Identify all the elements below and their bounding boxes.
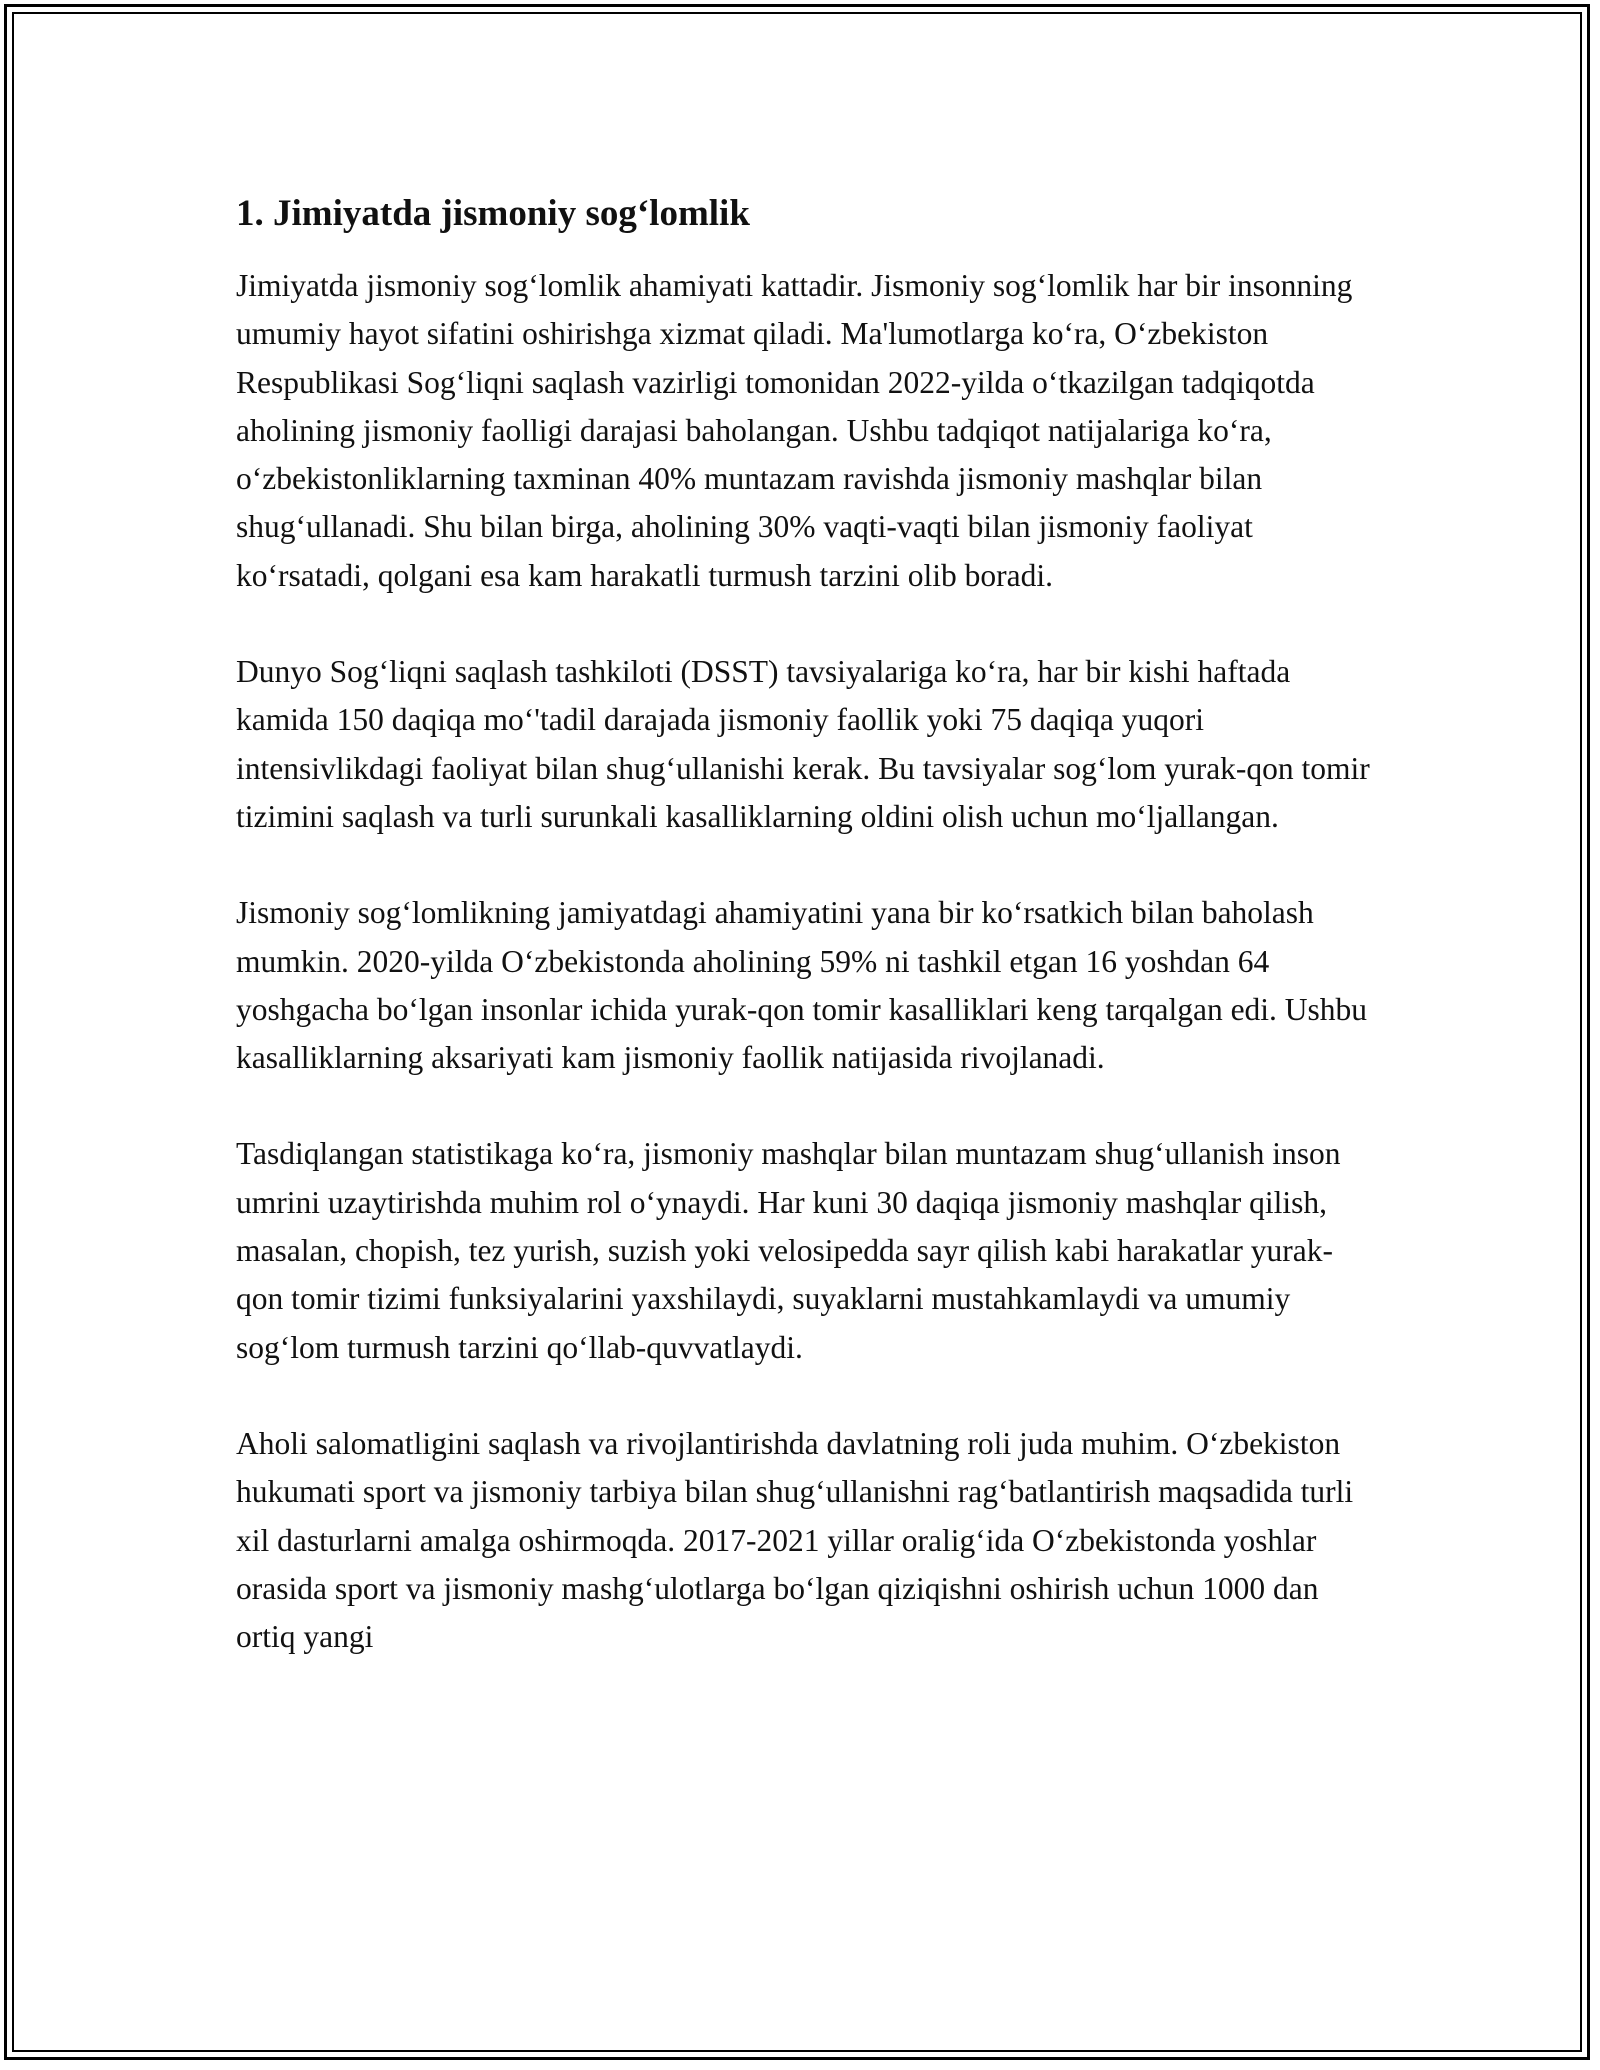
paragraph-2: Dunyo Sog‘liqni saqlash tashkiloti (DSST) tavsiyalariga ko‘ra, har bir kishi haftada kamida 150 daqiqa mo‘'tadil darajada jismoniy faollik yoki 75 daqiqa yuqori intensivlikdagi faoliyat bilan shug‘ullanishi kerak. Bu tavsiyalar sog‘lom yurak-qon tomir tizimini saqlash va turli surunkali kasalliklarning oldini olish uchun mo‘ljallangan. (236, 654, 1370, 834)
paragraph-4: Tasdiqlangan statistikaga ko‘ra, jismoniy mashqlar bilan muntazam shug‘ullanish inson umrini uzaytirishda muhim rol o‘ynaydi. Har kuni 30 daqiqa jismoniy mashqlar qilish, masalan, chopish, tez yurish, suzish yoki velosipedda sayr qilish kabi harakatlar yurak-qon tomir tizimi funksiyalarini yaxshilaydi, suyaklarni mustahkamlaydi va umumiy sog‘lom turmush tarzini qo‘llab-quvvatlaydi. (236, 1136, 1341, 1365)
paragraph-3: Jismoniy sog‘lomlikning jamiyatdagi ahamiyatini yana bir ko‘rsatkich bilan baholash mumkin. 2020-yilda O‘zbekistonda aholining 59% ni tashkil etgan 16 yoshdan 64 yoshgacha bo‘lgan insonlar ichida yurak-qon tomir kasalliklari keng tarqalgan edi. Ushbu kasalliklarning aksariyati kam jismoniy faollik natijasida rivojlanadi. (236, 895, 1368, 1076)
paragraph-1: Jimiyatda jismoniy sog‘lomlik ahamiyati kattadir. Jismoniy sog‘lomlik har bir insonning umumiy hayot sifatini oshirishga xizmat qiladi. Ma'lumotlarga ko‘ra, O‘zbekiston Respublikasi Sog‘liqni saqlash vazirligi tomonidan 2022-yilda o‘tkazilgan tadqiqotda aholining jismoniy faolligi darajasi baholangan. Ushbu tadqiqot natijalariga ko‘ra, o‘zbekistonliklarning taxminan 40% muntazam ravishda jismoniy mashqlar bilan shug‘ullanadi. Shu bilan birga, aholining 30% vaqti-vaqti bilan jismoniy faoliyat ko‘rsatadi, qolgani esa kam harakatli turmush tarzini olib boradi. (236, 268, 1353, 593)
paragraph-5: Aholi salomatligini saqlash va rivojlantirishda davlatning roli juda muhim. O‘zbekiston hukumati sport va jismoniy tarbiya bilan shug‘ullanishni rag‘batlantirish maqsadida turli xil dasturlarni amalga oshirmoqda. 2017-2021 yillar oralig‘ida O‘zbekistonda yoshlar orasida sport va jismoniy mashg‘ulotlarga bo‘lgan qiziqishni oshirish uchun 1000 dan ortiq yangi (236, 1425, 1354, 1655)
section-heading: 1. Jimiyatda jismoniy sog‘lomlik (236, 193, 750, 234)
document-body (236, 190, 1376, 1709)
